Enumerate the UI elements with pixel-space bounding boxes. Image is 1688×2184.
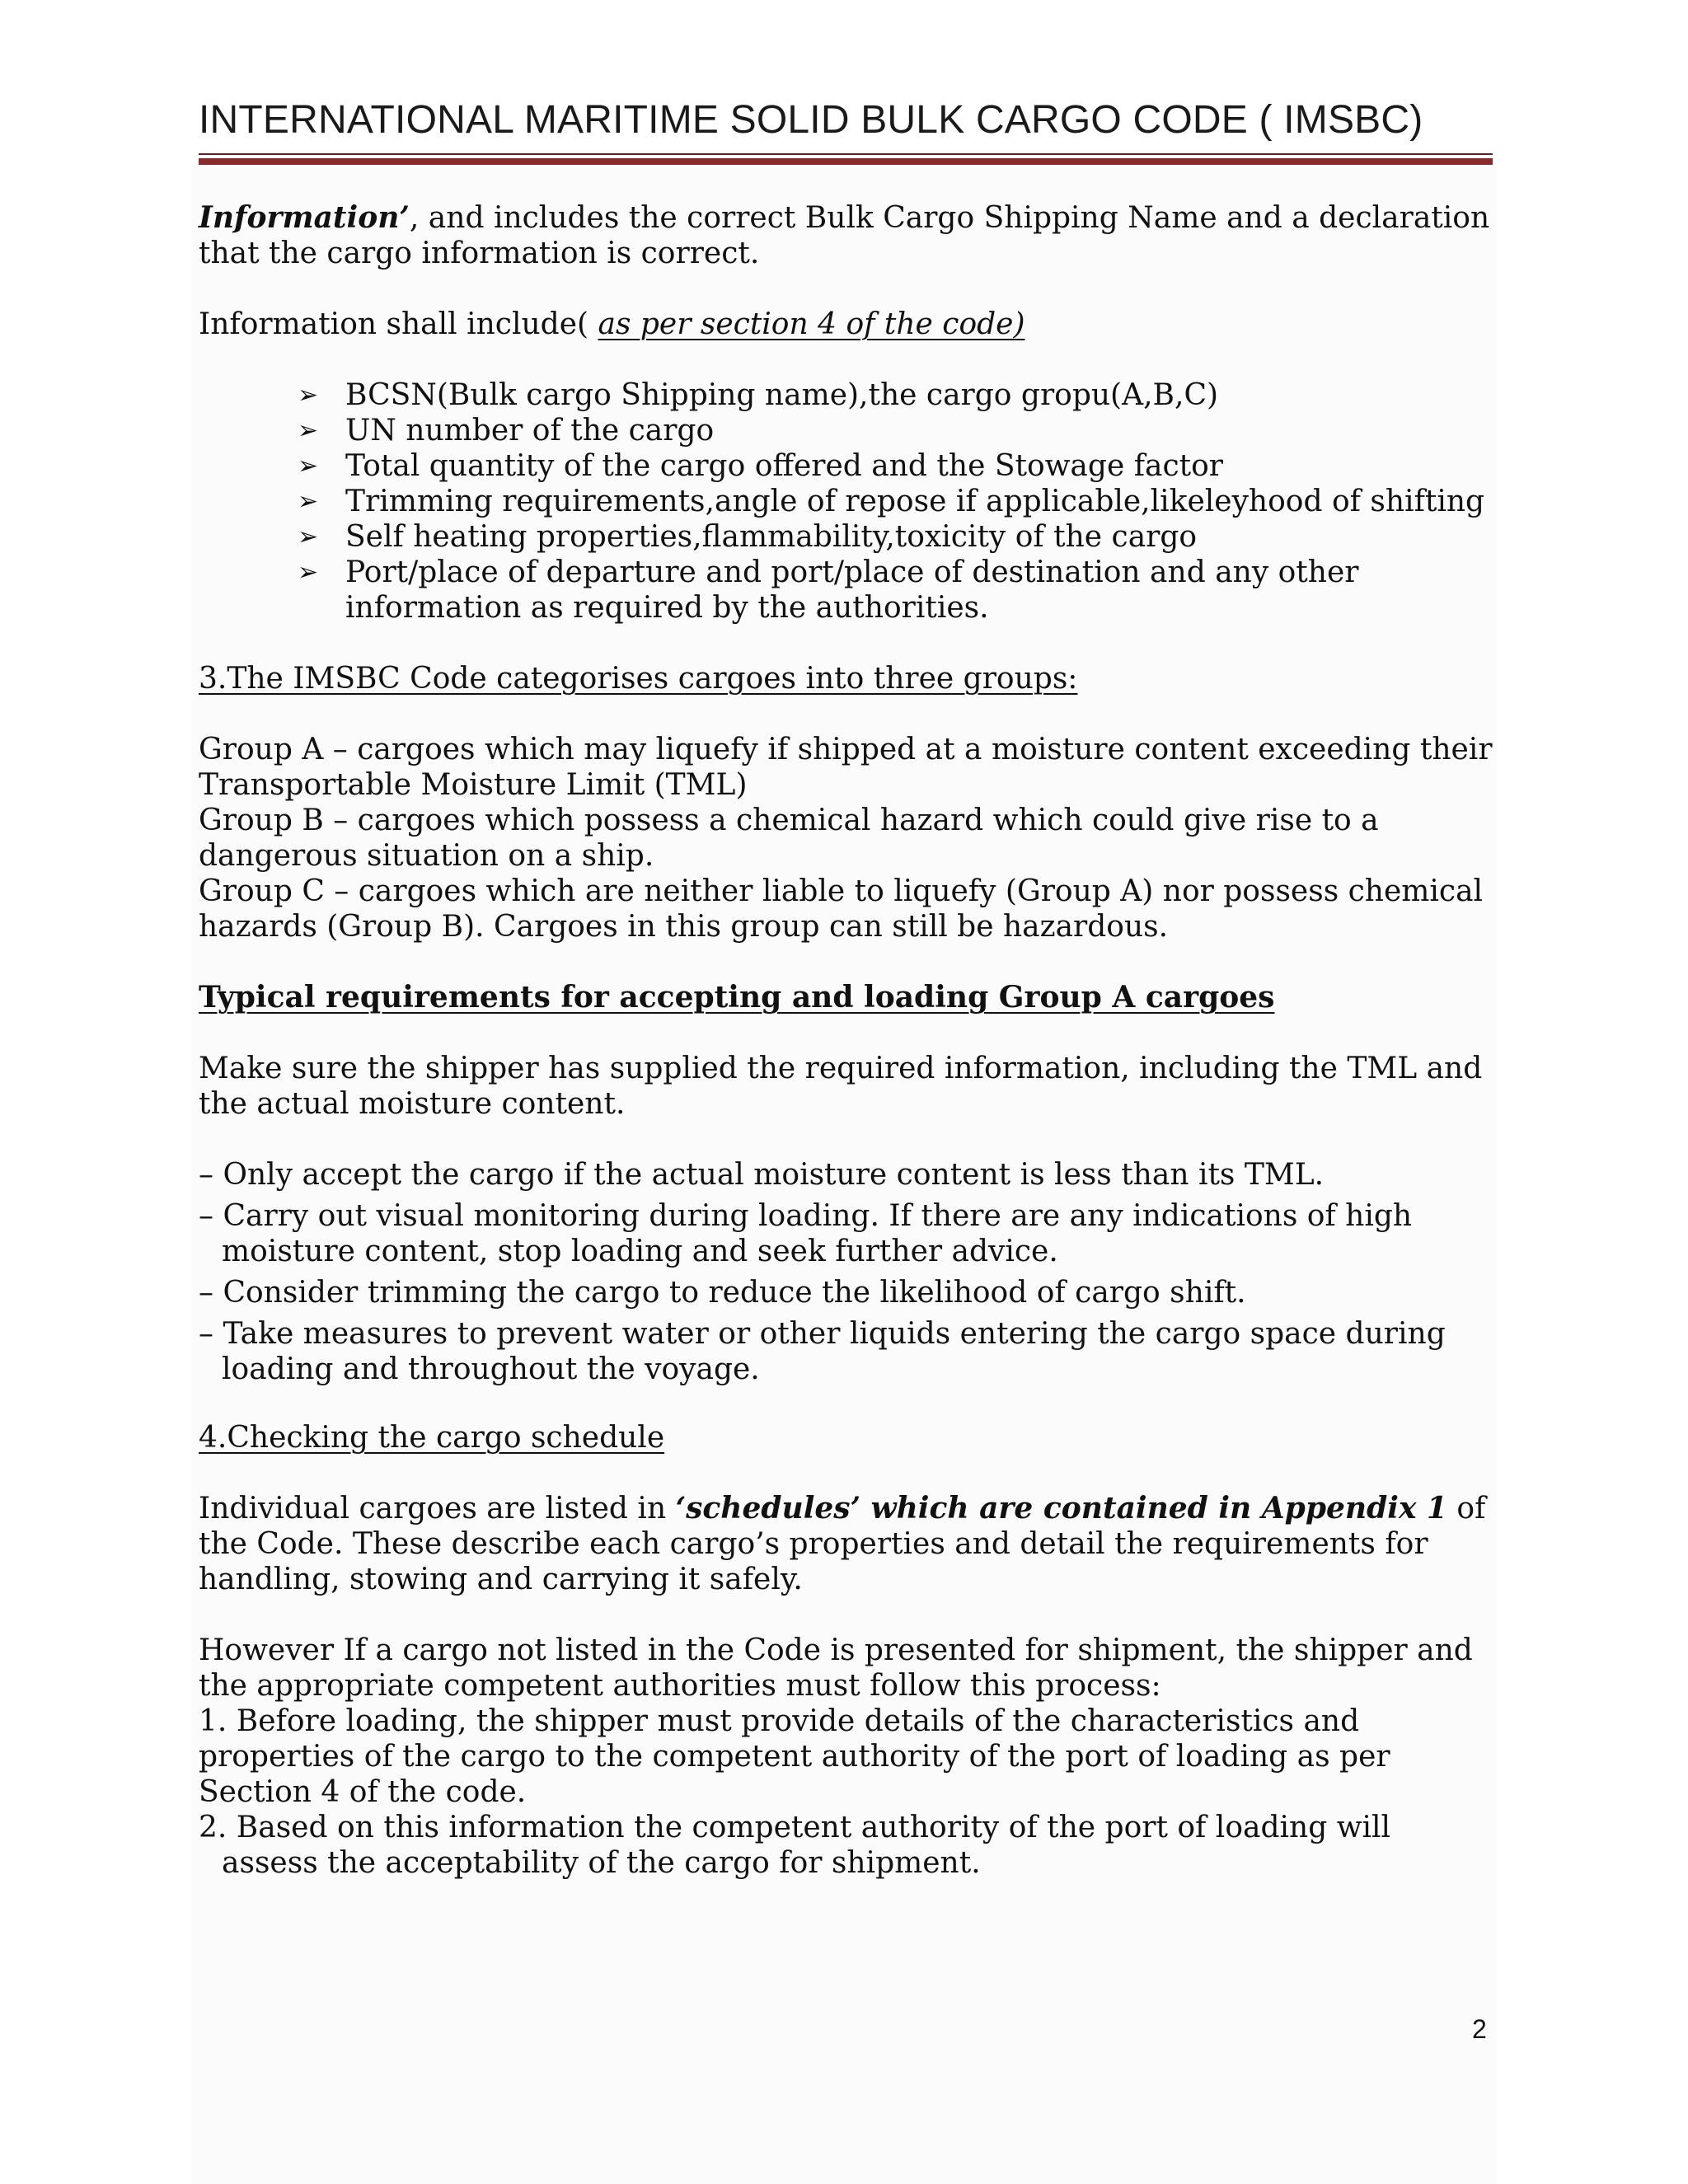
list-item: – Take measures to prevent water or other liquids entering the cargo space during loading and throughout the voyage.: [199, 1317, 1446, 1386]
intro-text: , and includes the correct Bulk Cargo Shipping Name and a declaration that the cargo information is correct.: [199, 201, 1490, 270]
header-rule-thin: [199, 153, 1493, 155]
list-item: – Consider trimming the cargo to reduce the likelihood of cargo shift.: [199, 1276, 1246, 1310]
schedule-text-prefix: Individual cargoes are listed in: [199, 1492, 676, 1526]
arrowhead-icon: ➢: [298, 452, 319, 480]
page-number: 2: [1472, 2014, 1487, 2044]
group-a-heading-text: Typical requirements for accepting and loading Group A cargoes: [199, 980, 1275, 1015]
header-rule-thick: [199, 158, 1493, 165]
schedule-text-suffix: of the Code. These describe each cargo’s properties and detail the requirements for handling, stowing and carrying it safely.: [199, 1492, 1486, 1596]
schedule-emphasis: ‘schedules’ which are contained in Appendix 1: [675, 1491, 1447, 1526]
cargo-groups: [199, 732, 1494, 944]
list-item: [298, 519, 1494, 555]
unlisted-cargo-paragraph: However If a cargo not listed in the Code is presented for shipment, the shipper and the appropriate competent authorities must follow this process:: [199, 1633, 1473, 1703]
section-4-heading-text: 4.Checking the cargo schedule: [199, 1421, 665, 1455]
info-line: [199, 307, 1494, 342]
arrowhead-icon: ➢: [298, 381, 319, 410]
list-item: [298, 377, 1494, 413]
group-b-definition: Group B – cargoes which possess a chemical hazard which could give rise to a dangerous situation on a ship.: [199, 804, 1379, 873]
arrowhead-icon: ➢: [298, 558, 319, 587]
list-item: [298, 413, 1494, 448]
schedule-paragraph: [199, 1491, 1494, 1597]
group-a-requirements-list: [199, 1157, 1494, 1387]
list-item-text: BCSN(Bulk cargo Shipping name),the cargo gropu(A,B,C): [345, 378, 1219, 412]
list-item-text: Port/place of departure and port/place of destination and any other information as required by the authorities.: [345, 555, 1359, 625]
section-3-heading: [199, 661, 1494, 696]
intro-paragraph: [199, 200, 1494, 271]
intro-emphasis: Information’: [199, 200, 410, 235]
arrowhead-icon: ➢: [298, 523, 319, 551]
list-item: [298, 484, 1494, 519]
info-line-reference: as per section 4 of the code): [598, 307, 1025, 341]
arrowhead-icon: ➢: [298, 416, 319, 445]
info-requirements-list: [199, 377, 1494, 626]
group-a-intro: Make sure the shipper has supplied the required information, including the TML and the actual moisture content.: [199, 1052, 1483, 1121]
info-line-prefix: Information shall include(: [199, 307, 598, 341]
section-3-heading-text: 3.The IMSBC Code categorises cargoes into three groups:: [199, 662, 1078, 696]
list-item-text: Total quantity of the cargo offered and the Stowage factor: [345, 449, 1223, 483]
group-a-definition: Group A – cargoes which may liquefy if shipped at a moisture content exceeding their Transportable Moisture Limit (TML): [199, 733, 1493, 802]
process-step: 2. Based on this information the competent authority of the port of loading will assess the acceptability of the cargo for shipment.: [199, 1811, 1391, 1880]
list-item-text: Trimming requirements,angle of repose if applicable,likeleyhood of shifting: [345, 485, 1485, 518]
arrowhead-icon: ➢: [298, 487, 319, 516]
list-item: [298, 555, 1494, 626]
process-step: 1. Before loading, the shipper must provide details of the characteristics and properties of the cargo to the competent authority of the port of loading as per Section 4 of the code.: [199, 1704, 1390, 1809]
list-item: – Only accept the cargo if the actual moisture content is less than its TML.: [199, 1158, 1325, 1192]
document-body: [199, 200, 1494, 1881]
list-item: [298, 448, 1494, 484]
header-title: INTERNATIONAL MARITIME SOLID BULK CARGO CODE ( IMSBC): [199, 98, 1423, 142]
page-header: [199, 97, 1493, 143]
group-c-definition: Group C – cargoes which are neither liable to liquefy (Group A) nor possess chemical hazards (Group B). Cargoes in this group can still be hazardous.: [199, 874, 1484, 944]
section-4-heading: [199, 1420, 1494, 1455]
list-item: – Carry out visual monitoring during loading. If there are any indications of high moisture content, stop loading and seek further advice.: [199, 1199, 1413, 1268]
group-a-requirements-heading: [199, 980, 1494, 1015]
list-item-text: UN number of the cargo: [345, 414, 715, 448]
list-item-text: Self heating properties,flammability,toxicity of the cargo: [345, 520, 1198, 554]
